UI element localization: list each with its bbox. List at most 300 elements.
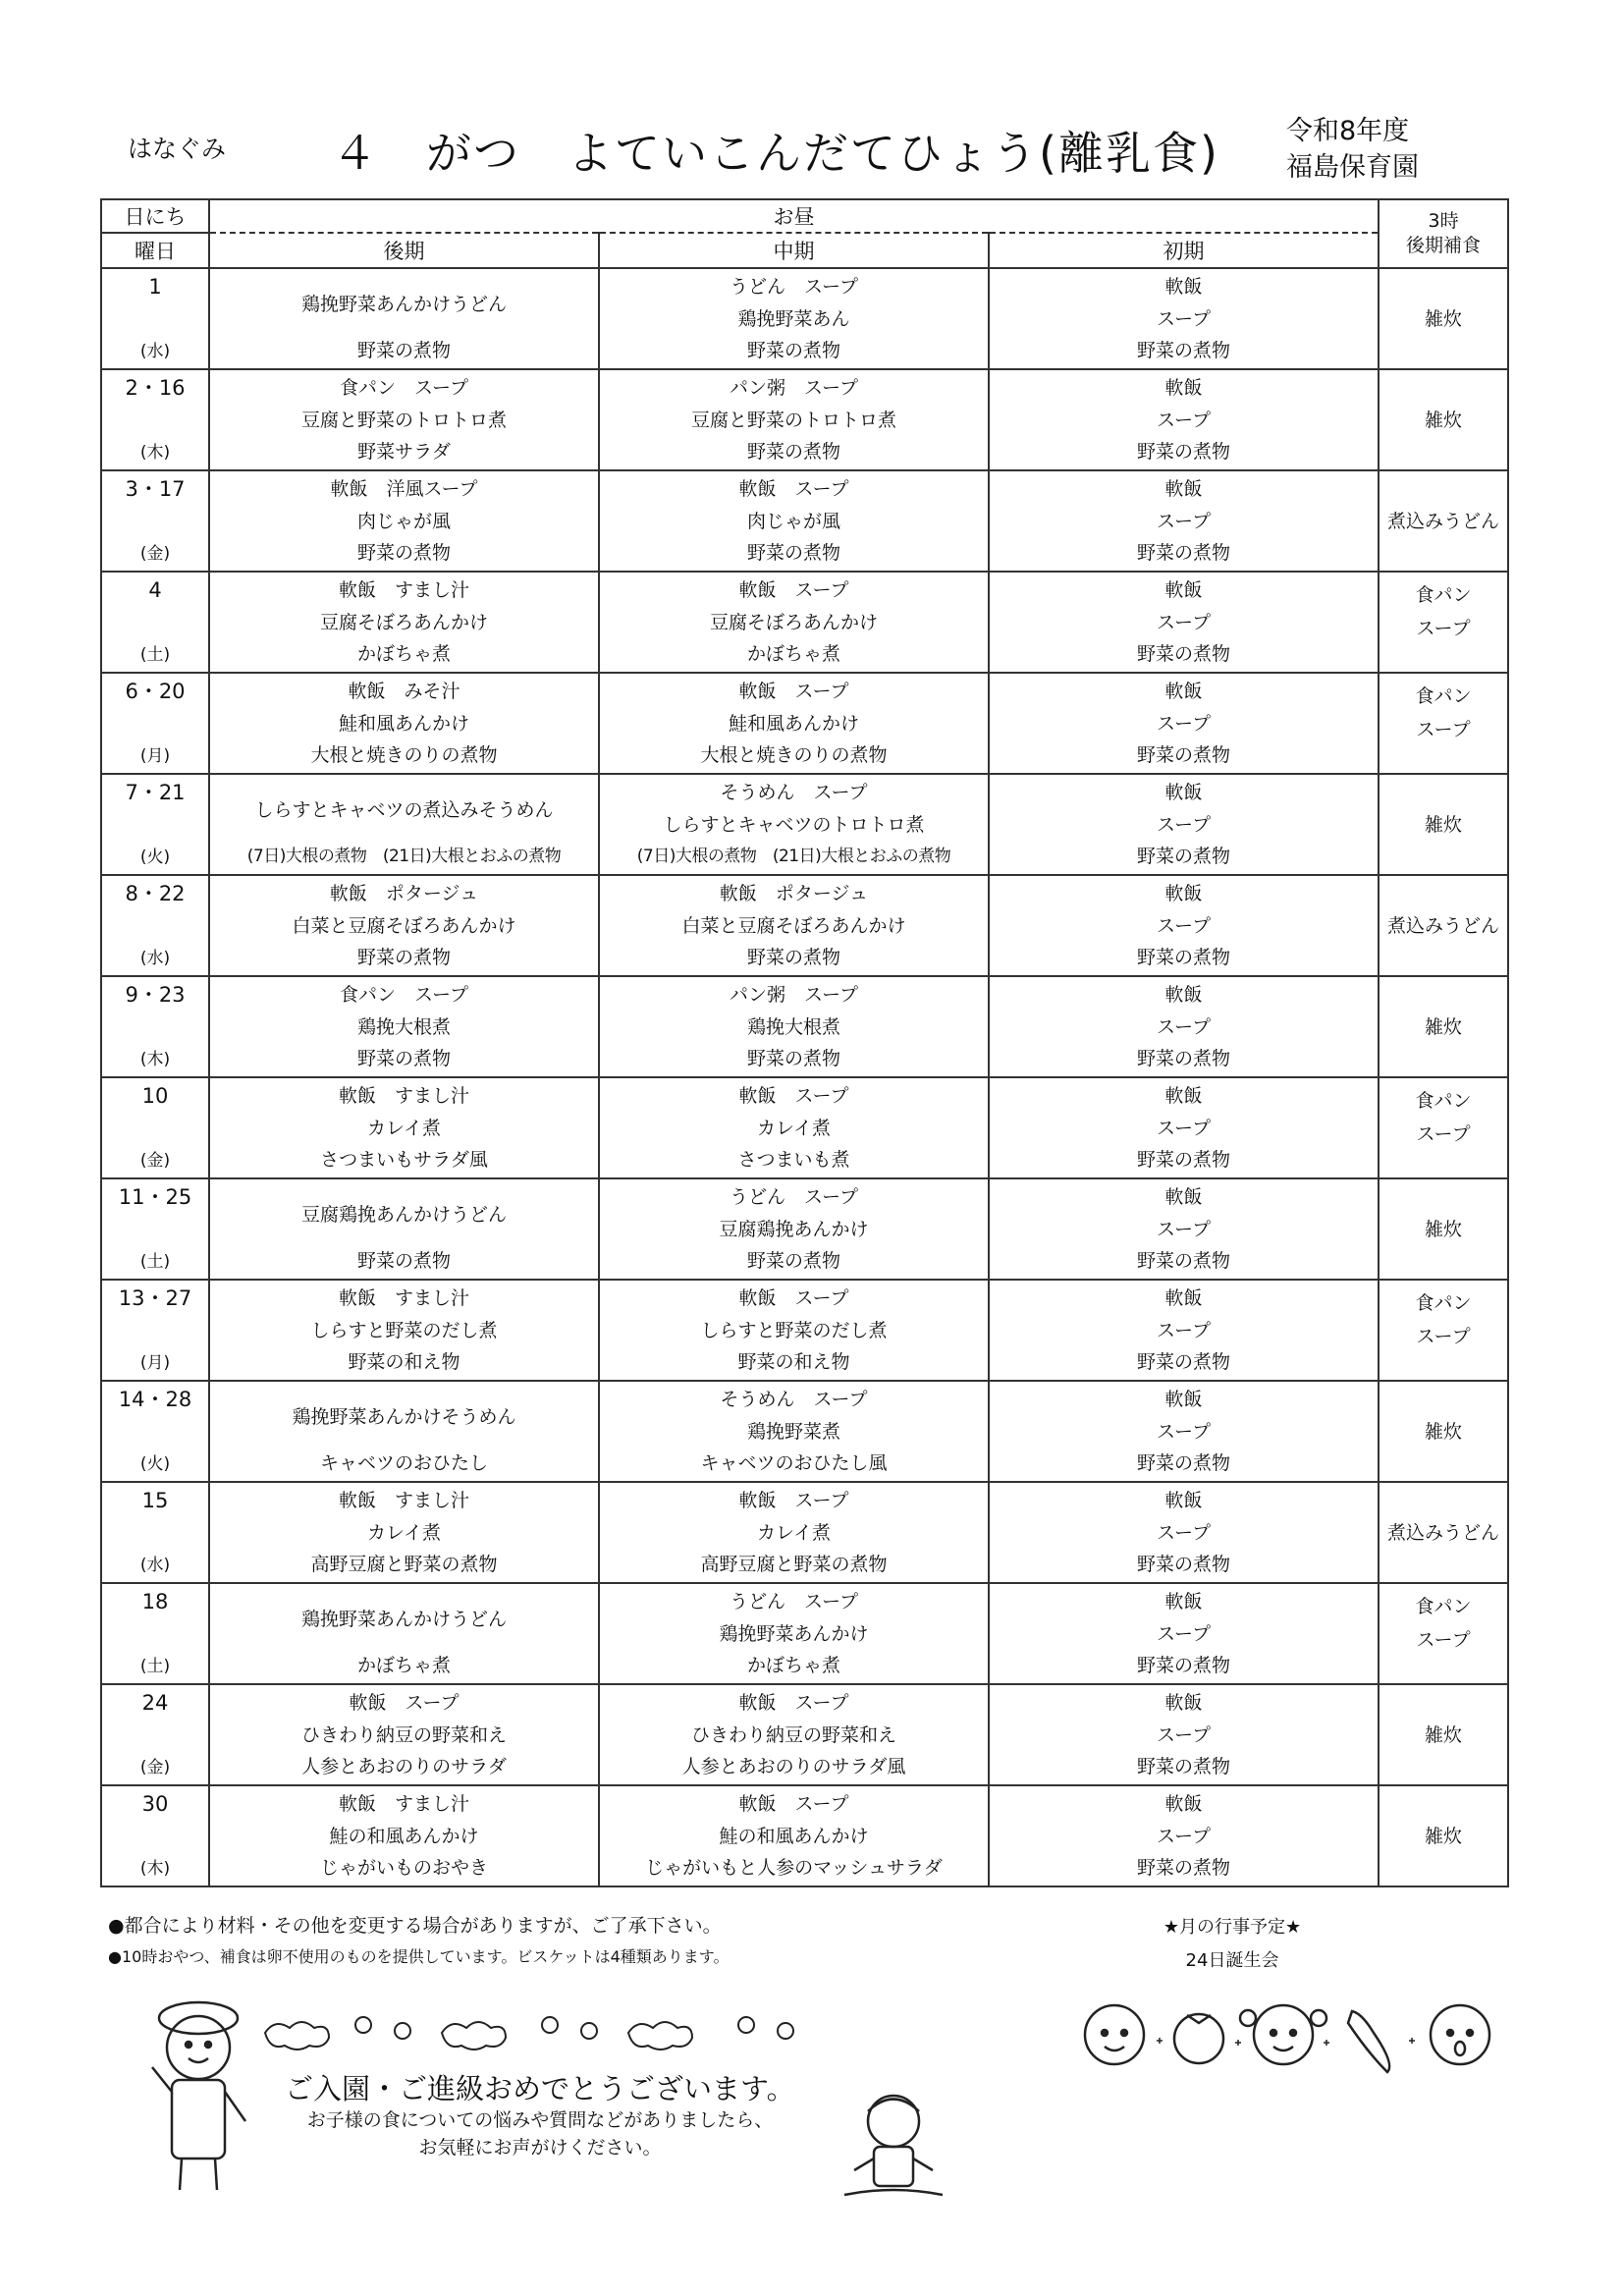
date-cell bbox=[101, 369, 209, 470]
snack-item: スープ bbox=[1416, 618, 1471, 639]
weekday: (月) bbox=[139, 1353, 171, 1373]
snack-cell bbox=[1379, 1482, 1508, 1583]
notes bbox=[108, 1911, 730, 1978]
date-cell bbox=[101, 976, 209, 1077]
menu-item: 軟飯 すまし汁 bbox=[338, 579, 469, 601]
snack-time-label: 3時 bbox=[1428, 210, 1459, 232]
date-cell bbox=[101, 1077, 209, 1178]
menu-item: 大根と焼きのりの煮物 bbox=[310, 744, 498, 766]
date: 6・20 bbox=[125, 680, 186, 703]
fiscal-year: 令和8年度 bbox=[1286, 116, 1410, 146]
mid-stage-cell bbox=[599, 1684, 989, 1785]
menu-item: 野菜の煮物 bbox=[1137, 846, 1231, 867]
early-stage-cell bbox=[989, 572, 1379, 673]
snack-item: 食パン bbox=[1415, 584, 1472, 606]
menu-item: スープ bbox=[1156, 1622, 1212, 1645]
weekday: (火) bbox=[139, 847, 171, 867]
menu-item: 鮭和風あんかけ bbox=[728, 712, 859, 735]
menu-item: 豆腐そぼろあんかけ bbox=[319, 611, 488, 633]
snack-cell bbox=[1379, 1381, 1508, 1482]
menu-item: うどん スープ bbox=[729, 1591, 859, 1613]
menu-item: カレイ煮 bbox=[366, 1117, 442, 1139]
girl-face-icon bbox=[1240, 2005, 1326, 2064]
menu-item: スープ bbox=[1156, 1723, 1212, 1746]
menu-item: スープ bbox=[1156, 307, 1212, 330]
mid-stage-cell bbox=[599, 369, 989, 470]
menu-item: 高野豆腐と野菜の煮物 bbox=[310, 1554, 498, 1575]
menu-item: 軟飯 洋風スープ bbox=[330, 478, 478, 500]
menu-item: 鶏挽大根煮 bbox=[356, 1015, 451, 1038]
menu-item: 鮭の和風あんかけ bbox=[719, 1825, 869, 1847]
menu-item: 肉じゃが風 bbox=[356, 510, 451, 532]
snack-cell bbox=[1379, 1583, 1508, 1684]
menu-item: 軟飯 スープ bbox=[738, 579, 849, 601]
menu-item: 豆腐鶏挽あんかけ bbox=[719, 1218, 869, 1240]
menu-item: スープ bbox=[1156, 1319, 1212, 1341]
early-stage-cell bbox=[989, 1785, 1379, 1886]
date-cell bbox=[101, 673, 209, 774]
date-cell bbox=[101, 1280, 209, 1381]
snack-cell bbox=[1379, 572, 1508, 673]
menu-item: 鮭和風あんかけ bbox=[338, 712, 469, 735]
mid-stage-cell bbox=[599, 1482, 989, 1583]
menu-item: 野菜の煮物 bbox=[1137, 1554, 1231, 1575]
date-cell bbox=[101, 1178, 209, 1280]
menu-item: 鶏挽野菜あんかけそうめん bbox=[292, 1405, 516, 1428]
snack-item: 食パン bbox=[1415, 1292, 1472, 1314]
menu-item: うどん スープ bbox=[729, 276, 859, 298]
menu-item: 野菜の煮物 bbox=[1137, 947, 1231, 968]
menu-item: 白菜と豆腐そぼろあんかけ bbox=[292, 914, 516, 937]
menu-item: (7日)大根の煮物 (21日)大根とおふの煮物 bbox=[246, 847, 562, 866]
menu-item: パン粥 スープ bbox=[729, 377, 859, 399]
weekday: (金) bbox=[139, 544, 171, 564]
snack-cell bbox=[1379, 369, 1508, 470]
snack-type-label: 後期補食 bbox=[1406, 235, 1482, 256]
weekday-header: 曜日 bbox=[101, 233, 209, 268]
menu-item: 食パン スープ bbox=[339, 377, 469, 399]
menu-item: カレイ煮 bbox=[756, 1117, 832, 1139]
page-title: ４ がつ よていこんだてひょう(離乳食) bbox=[332, 127, 1219, 180]
menu-item: スープ bbox=[1156, 1015, 1212, 1038]
menu-item: しらすと野菜のだし煮 bbox=[700, 1319, 888, 1341]
menu-item: うどん スープ bbox=[729, 1186, 859, 1208]
menu-item: スープ bbox=[1156, 611, 1212, 633]
event-item: 24日誕生会 bbox=[1185, 1950, 1279, 1971]
menu-item: 野菜の煮物 bbox=[746, 1250, 840, 1272]
greeting-line-2: お気軽にお声がけください。 bbox=[418, 2137, 662, 2159]
menu-item: スープ bbox=[1156, 409, 1212, 431]
menu-item: 野菜の煮物 bbox=[746, 340, 840, 361]
date: 3・17 bbox=[125, 477, 186, 501]
boy-face-icon bbox=[1085, 2005, 1144, 2064]
date: 10 bbox=[141, 1084, 169, 1108]
menu-item: 野菜の煮物 bbox=[1137, 1756, 1231, 1777]
greeting-message: ご入園・ご進級おめでとうございます。 bbox=[285, 2072, 795, 2105]
weekday: (土) bbox=[139, 1657, 171, 1676]
snack-item: 煮込みうどん bbox=[1387, 510, 1500, 532]
menu-item: 軟飯 bbox=[1164, 276, 1203, 298]
date-cell bbox=[101, 875, 209, 976]
menu-item: (7日)大根の煮物 (21日)大根とおふの煮物 bbox=[636, 847, 951, 866]
menu-item: 軟飯 スープ bbox=[738, 1793, 849, 1815]
late-stage-cell bbox=[209, 1178, 599, 1280]
late-stage-cell bbox=[209, 1583, 599, 1684]
lunch-header: お昼 bbox=[209, 199, 1379, 233]
weekday: (水) bbox=[139, 949, 171, 968]
weekday: (月) bbox=[139, 746, 171, 766]
mid-stage-cell bbox=[599, 875, 989, 976]
early-stage-cell bbox=[989, 875, 1379, 976]
menu-item: 野菜の煮物 bbox=[356, 947, 451, 968]
menu-item: スープ bbox=[1156, 1521, 1212, 1544]
late-stage-cell bbox=[209, 875, 599, 976]
menu-item: 豆腐鶏挽あんかけうどん bbox=[300, 1203, 507, 1226]
menu-item: 鶏挽大根煮 bbox=[746, 1015, 840, 1038]
greeting-line-1: お子様の食についての悩みや質問などがありましたら、 bbox=[306, 2109, 774, 2131]
menu-item: 野菜の和え物 bbox=[737, 1351, 850, 1373]
tomato-icon bbox=[1174, 2014, 1223, 2063]
early-stage-cell bbox=[989, 1482, 1379, 1583]
snack-item: 雑炊 bbox=[1425, 1015, 1463, 1038]
menu-item: しらすとキャベツのトロトロ煮 bbox=[663, 813, 925, 836]
menu-item: 野菜の煮物 bbox=[1137, 1250, 1231, 1272]
menu-item: ひきわり納豆の野菜和え bbox=[300, 1723, 507, 1746]
menu-item: 肉じゃが風 bbox=[746, 510, 840, 532]
menu-item: 高野豆腐と野菜の煮物 bbox=[700, 1554, 888, 1575]
late-stage-cell bbox=[209, 1077, 599, 1178]
menu-item: 軟飯 bbox=[1164, 579, 1203, 601]
menu-item: 野菜の煮物 bbox=[1137, 643, 1231, 665]
menu-item: そうめん スープ bbox=[720, 782, 868, 803]
early-stage-cell bbox=[989, 1280, 1379, 1381]
snack-cell bbox=[1379, 1077, 1508, 1178]
date-cell bbox=[101, 1684, 209, 1785]
mid-stage-cell bbox=[599, 1785, 989, 1886]
late-stage-cell bbox=[209, 369, 599, 470]
menu-item: 軟飯 すまし汁 bbox=[338, 1085, 469, 1107]
menu-item: 軟飯 すまし汁 bbox=[338, 1287, 469, 1309]
early-stage-cell bbox=[989, 470, 1379, 572]
cloud-flower-border bbox=[265, 2017, 793, 2050]
menu-item: 軟飯 スープ bbox=[738, 1085, 849, 1107]
menu-item: 人参とあおのりのサラダ bbox=[301, 1756, 507, 1777]
menu-item: 軟飯 bbox=[1164, 1490, 1203, 1511]
menu-item: 野菜の煮物 bbox=[1137, 1149, 1231, 1171]
menu-item: 豆腐そぼろあんかけ bbox=[709, 611, 878, 633]
menu-item: 軟飯 bbox=[1164, 1186, 1203, 1208]
late-stage-cell bbox=[209, 976, 599, 1077]
snack-item: スープ bbox=[1416, 1629, 1471, 1651]
menu-item: スープ bbox=[1156, 1825, 1212, 1847]
menu-item: 軟飯 すまし汁 bbox=[338, 1793, 469, 1815]
weekday: (火) bbox=[139, 1454, 171, 1474]
menu-item: じゃがいものおやき bbox=[319, 1857, 488, 1879]
menu-item: 野菜サラダ bbox=[357, 441, 451, 463]
date-cell bbox=[101, 268, 209, 369]
late-stage-cell bbox=[209, 1381, 599, 1482]
menu-item: 鶏挽野菜あんかけ bbox=[719, 1622, 869, 1645]
menu-item: スープ bbox=[1156, 1218, 1212, 1240]
menu-item: 軟飯 ポタージュ bbox=[719, 883, 869, 904]
date: 30 bbox=[141, 1792, 169, 1816]
menu-item: 野菜の煮物 bbox=[1137, 744, 1231, 766]
snack-item: スープ bbox=[1416, 1123, 1471, 1145]
mid-stage-cell bbox=[599, 1077, 989, 1178]
menu-item: かぼちゃ煮 bbox=[356, 643, 451, 665]
snack-cell bbox=[1379, 1684, 1508, 1785]
organization bbox=[1286, 113, 1419, 186]
snack-cell bbox=[1379, 1280, 1508, 1381]
late-stage-cell bbox=[209, 673, 599, 774]
note-2: ●10時おやつ、補食は卵不使用のものを提供しています。ビスケットは4種類あります。 bbox=[108, 1947, 730, 1966]
snack-cell bbox=[1379, 774, 1508, 875]
early-stage-header: 初期 bbox=[989, 233, 1379, 268]
early-stage-cell bbox=[989, 774, 1379, 875]
menu-table bbox=[100, 198, 1509, 1887]
menu-item: 野菜の煮物 bbox=[356, 1250, 451, 1272]
snack-cell bbox=[1379, 268, 1508, 369]
menu-item: 野菜の煮物 bbox=[746, 441, 840, 463]
menu-item: 野菜の煮物 bbox=[1137, 1452, 1231, 1474]
date: 13・27 bbox=[118, 1286, 192, 1310]
menu-item: しらすと野菜のだし煮 bbox=[310, 1319, 498, 1341]
date: 18 bbox=[141, 1590, 169, 1613]
menu-row bbox=[101, 1381, 1508, 1482]
weekday: (木) bbox=[139, 1050, 171, 1069]
late-stage-cell bbox=[209, 268, 599, 369]
late-stage-cell bbox=[209, 1280, 599, 1381]
menu-row bbox=[101, 1684, 1508, 1785]
menu-item: スープ bbox=[1156, 914, 1212, 937]
date: 11・25 bbox=[118, 1185, 192, 1209]
menu-row bbox=[101, 976, 1508, 1077]
kids-vegetables-illustration bbox=[1075, 1964, 1517, 2102]
date: 24 bbox=[141, 1691, 169, 1715]
menu-item: 鶏挽野菜煮 bbox=[746, 1420, 840, 1443]
menu-item: かぼちゃ煮 bbox=[356, 1655, 451, 1676]
menu-item: 野菜の煮物 bbox=[1137, 441, 1231, 463]
early-stage-cell bbox=[989, 1684, 1379, 1785]
snack-item: 雑炊 bbox=[1425, 307, 1463, 330]
mid-stage-header: 中期 bbox=[599, 233, 989, 268]
date: 9・23 bbox=[125, 983, 186, 1007]
sparkle-icon bbox=[1157, 2038, 1415, 2046]
menu-item: カレイ煮 bbox=[366, 1521, 442, 1544]
snack-header bbox=[1379, 199, 1508, 268]
weekday: (水) bbox=[139, 342, 171, 361]
menu-item: キャベツのおひたし bbox=[319, 1452, 488, 1474]
snack-item: 雑炊 bbox=[1425, 409, 1463, 431]
date: 7・21 bbox=[125, 781, 186, 804]
menu-item: かぼちゃ煮 bbox=[746, 643, 840, 665]
date-cell bbox=[101, 1583, 209, 1684]
menu-item: 野菜の煮物 bbox=[1137, 1655, 1231, 1676]
menu-item: 野菜の煮物 bbox=[356, 1048, 451, 1069]
menu-item: スープ bbox=[1156, 510, 1212, 532]
early-stage-cell bbox=[989, 369, 1379, 470]
menu-row bbox=[101, 1482, 1508, 1583]
weekday: (木) bbox=[139, 443, 171, 463]
mid-stage-cell bbox=[599, 976, 989, 1077]
date: 2・16 bbox=[125, 376, 186, 400]
menu-row bbox=[101, 1077, 1508, 1178]
date: 1 bbox=[148, 275, 162, 299]
menu-item: 野菜の煮物 bbox=[746, 1048, 840, 1069]
menu-item: 軟飯 bbox=[1164, 1692, 1203, 1714]
snack-item: 食パン bbox=[1415, 1090, 1472, 1112]
menu-item: 軟飯 スープ bbox=[738, 1692, 849, 1714]
mid-stage-cell bbox=[599, 1583, 989, 1684]
menu-item: パン粥 スープ bbox=[729, 984, 859, 1006]
menu-item: さつまいもサラダ風 bbox=[320, 1149, 488, 1171]
menu-item: 軟飯 bbox=[1164, 681, 1203, 702]
menu-item: 軟飯 スープ bbox=[738, 1287, 849, 1309]
menu-item: 野菜の煮物 bbox=[356, 340, 451, 361]
menu-item: 軟飯 bbox=[1164, 1793, 1203, 1815]
menu-item: かぼちゃ煮 bbox=[746, 1655, 840, 1676]
menu-row bbox=[101, 470, 1508, 572]
snack-item: 雑炊 bbox=[1425, 1825, 1463, 1847]
early-stage-cell bbox=[989, 1381, 1379, 1482]
child-illustration bbox=[844, 2096, 943, 2195]
menu-item: スープ bbox=[1156, 1117, 1212, 1139]
snack-item: 煮込みうどん bbox=[1387, 1521, 1500, 1544]
weekday: (土) bbox=[139, 1252, 171, 1272]
menu-item: 大根と焼きのりの煮物 bbox=[700, 744, 888, 766]
cucumber-icon bbox=[1348, 2011, 1389, 2072]
day-header: 日にち bbox=[101, 199, 209, 233]
date-cell bbox=[101, 470, 209, 572]
early-stage-cell bbox=[989, 268, 1379, 369]
menu-item: 豆腐と野菜のトロトロ煮 bbox=[690, 409, 896, 431]
snack-item: 雑炊 bbox=[1425, 1218, 1463, 1240]
boy-face-icon bbox=[1431, 2005, 1489, 2064]
date: 15 bbox=[141, 1489, 169, 1512]
late-stage-cell bbox=[209, 1785, 599, 1886]
snack-cell bbox=[1379, 470, 1508, 572]
snack-item: 雑炊 bbox=[1425, 813, 1463, 836]
menu-row bbox=[101, 369, 1508, 470]
menu-item: 軟飯 bbox=[1164, 478, 1203, 500]
menu-item: 鶏挽野菜あんかけうどん bbox=[300, 293, 507, 315]
menu-item: 野菜の煮物 bbox=[1137, 1351, 1231, 1373]
weekday: (土) bbox=[139, 645, 171, 665]
late-stage-cell bbox=[209, 1684, 599, 1785]
mid-stage-cell bbox=[599, 673, 989, 774]
note-1: ●都合により材料・その他を変更する場合がありますが、ご了承下さい。 bbox=[108, 1915, 722, 1937]
chef-illustration bbox=[152, 2002, 245, 2190]
snack-item: 煮込みうどん bbox=[1387, 914, 1500, 937]
menu-row bbox=[101, 268, 1508, 369]
mid-stage-cell bbox=[599, 470, 989, 572]
early-stage-cell bbox=[989, 673, 1379, 774]
menu-item: キャベツのおひたし風 bbox=[700, 1452, 888, 1474]
snack-item: 食パン bbox=[1415, 685, 1472, 707]
early-stage-cell bbox=[989, 1077, 1379, 1178]
menu-item: カレイ煮 bbox=[756, 1521, 832, 1544]
mid-stage-cell bbox=[599, 268, 989, 369]
menu-row bbox=[101, 1785, 1508, 1886]
menu-item: スープ bbox=[1156, 712, 1212, 735]
menu-row bbox=[101, 774, 1508, 875]
menu-item: しらすとキャベツの煮込みそうめん bbox=[254, 798, 554, 821]
late-stage-cell bbox=[209, 774, 599, 875]
snack-item: 食パン bbox=[1415, 1596, 1472, 1617]
menu-item: 軟飯 bbox=[1164, 1389, 1203, 1410]
menu-item: 軟飯 みそ汁 bbox=[348, 681, 460, 702]
menu-item: 軟飯 bbox=[1164, 883, 1203, 904]
menu-item: スープ bbox=[1156, 1420, 1212, 1443]
date-cell bbox=[101, 1785, 209, 1886]
mid-stage-cell bbox=[599, 774, 989, 875]
menu-item: じゃがいもと人参のマッシュサラダ bbox=[645, 1857, 943, 1879]
date-cell bbox=[101, 774, 209, 875]
menu-item: 軟飯 スープ bbox=[738, 1490, 849, 1511]
snack-cell bbox=[1379, 976, 1508, 1077]
menu-item: そうめん スープ bbox=[720, 1389, 868, 1410]
mid-stage-cell bbox=[599, 572, 989, 673]
menu-item: 野菜の煮物 bbox=[1137, 1048, 1231, 1069]
early-stage-cell bbox=[989, 1583, 1379, 1684]
snack-cell bbox=[1379, 1785, 1508, 1886]
menu-item: 軟飯 bbox=[1164, 377, 1203, 399]
weekday: (金) bbox=[139, 1151, 171, 1171]
snack-item: スープ bbox=[1416, 719, 1471, 740]
snack-item: 雑炊 bbox=[1425, 1723, 1463, 1746]
menu-item: 軟飯 すまし汁 bbox=[338, 1490, 469, 1511]
menu-item: 軟飯 スープ bbox=[349, 1692, 460, 1714]
date: 8・22 bbox=[125, 882, 186, 905]
menu-item: 野菜の煮物 bbox=[1137, 1857, 1231, 1879]
nursery-name: 福島保育園 bbox=[1286, 152, 1419, 183]
menu-item: さつまいも煮 bbox=[737, 1149, 850, 1171]
date-cell bbox=[101, 572, 209, 673]
menu-item: 軟飯 bbox=[1164, 984, 1203, 1006]
menu-item: 白菜と豆腐そぼろあんかけ bbox=[681, 914, 906, 937]
menu-item: 鶏挽野菜あん bbox=[737, 307, 850, 330]
menu-item: 野菜の煮物 bbox=[746, 542, 840, 564]
menu-item: 野菜の煮物 bbox=[1137, 542, 1231, 564]
late-stage-cell bbox=[209, 1482, 599, 1583]
late-stage-cell bbox=[209, 572, 599, 673]
menu-row bbox=[101, 875, 1508, 976]
mid-stage-cell bbox=[599, 1178, 989, 1280]
mid-stage-cell bbox=[599, 1381, 989, 1482]
menu-item: 鮭の和風あんかけ bbox=[329, 1825, 479, 1847]
menu-item: 軟飯 スープ bbox=[738, 681, 849, 702]
snack-cell bbox=[1379, 673, 1508, 774]
greeting-subtext bbox=[280, 2106, 800, 2161]
snack-cell bbox=[1379, 1178, 1508, 1280]
menu-item: 軟飯 bbox=[1164, 1591, 1203, 1613]
menu-item: 鶏挽野菜あんかけうどん bbox=[300, 1608, 507, 1630]
menu-item: ひきわり納豆の野菜和え bbox=[690, 1723, 896, 1746]
menu-item: 野菜の煮物 bbox=[356, 542, 451, 564]
menu-item: スープ bbox=[1156, 813, 1212, 836]
weekday: (水) bbox=[139, 1556, 171, 1575]
early-stage-cell bbox=[989, 976, 1379, 1077]
menu-item: 人参とあおのりのサラダ風 bbox=[681, 1756, 906, 1777]
snack-item: スープ bbox=[1416, 1326, 1471, 1347]
date-cell bbox=[101, 1482, 209, 1583]
snack-item: 雑炊 bbox=[1425, 1420, 1463, 1443]
date: 14・28 bbox=[118, 1388, 192, 1411]
menu-item: 軟飯 bbox=[1164, 1287, 1203, 1309]
menu-item: 軟飯 bbox=[1164, 782, 1203, 803]
date-cell bbox=[101, 1381, 209, 1482]
menu-row bbox=[101, 1280, 1508, 1381]
